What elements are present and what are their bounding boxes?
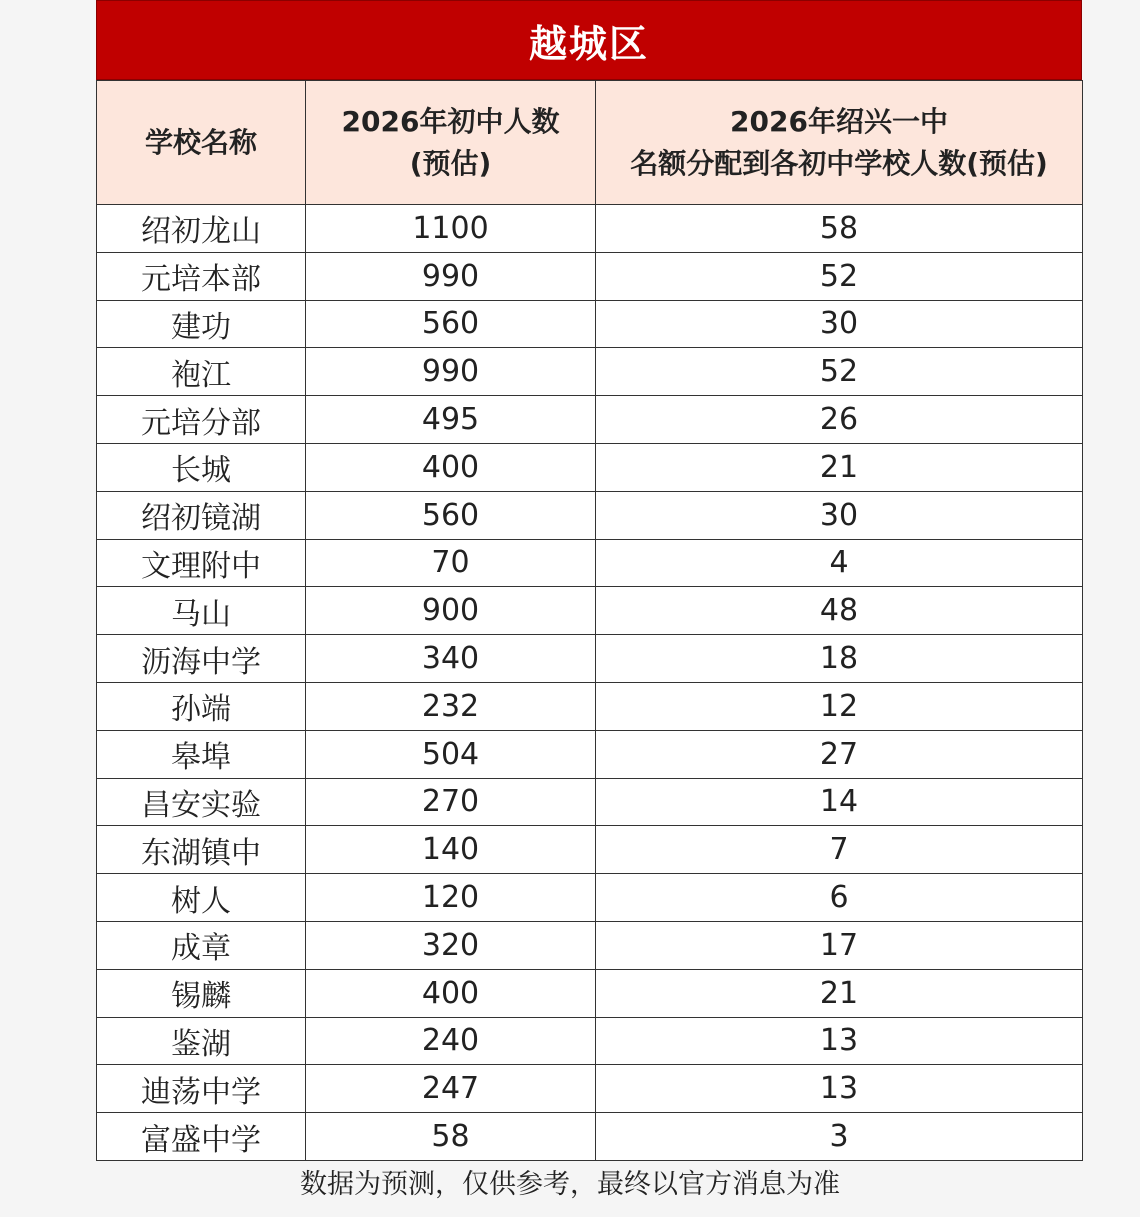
cell-students: 120 [306, 874, 596, 922]
cell-school-name: 元培分部 [97, 396, 306, 444]
table-body [97, 205, 1083, 1161]
quota-table [96, 80, 1083, 1161]
cell-school-name: 孙端 [97, 682, 306, 730]
table-row [97, 1017, 1083, 1065]
table-row [97, 300, 1083, 348]
data-sheet [96, 0, 1082, 1161]
cell-students: 560 [306, 491, 596, 539]
cell-students: 340 [306, 635, 596, 683]
cell-quota: 52 [596, 252, 1083, 300]
header-school-name: 学校名称 [97, 81, 306, 205]
header-quota-line1: 2026年绍兴一中 [730, 104, 948, 138]
table-row [97, 874, 1083, 922]
table-row [97, 205, 1083, 253]
cell-school-name: 马山 [97, 587, 306, 635]
cell-quota: 58 [596, 205, 1083, 253]
cell-school-name: 迪荡中学 [97, 1065, 306, 1113]
cell-quota: 6 [596, 874, 1083, 922]
table-row [97, 1113, 1083, 1161]
cell-school-name: 成章 [97, 921, 306, 969]
cell-quota: 4 [596, 539, 1083, 587]
cell-school-name: 富盛中学 [97, 1113, 306, 1161]
cell-school-name: 鉴湖 [97, 1017, 306, 1065]
table-row [97, 539, 1083, 587]
cell-quota: 30 [596, 300, 1083, 348]
cell-school-name: 东湖镇中 [97, 826, 306, 874]
cell-quota: 30 [596, 491, 1083, 539]
cell-school-name: 绍初镜湖 [97, 491, 306, 539]
cell-quota: 26 [596, 396, 1083, 444]
cell-school-name: 皋埠 [97, 730, 306, 778]
cell-school-name: 文理附中 [97, 539, 306, 587]
cell-students: 232 [306, 682, 596, 730]
cell-school-name: 树人 [97, 874, 306, 922]
cell-school-name: 锡麟 [97, 969, 306, 1017]
cell-students: 400 [306, 969, 596, 1017]
cell-quota: 7 [596, 826, 1083, 874]
header-students-line1: 2026年初中人数 [341, 104, 560, 138]
cell-quota: 21 [596, 443, 1083, 491]
table-row [97, 587, 1083, 635]
table-row [97, 682, 1083, 730]
cell-students: 270 [306, 778, 596, 826]
table-row [97, 491, 1083, 539]
table-row [97, 778, 1083, 826]
cell-students: 504 [306, 730, 596, 778]
cell-quota: 13 [596, 1017, 1083, 1065]
cell-quota: 18 [596, 635, 1083, 683]
table-row [97, 826, 1083, 874]
cell-quota: 3 [596, 1113, 1083, 1161]
page-title: 越城区 [96, 0, 1082, 80]
header-students-line2: (预估) [409, 146, 492, 180]
cell-students: 900 [306, 587, 596, 635]
cell-school-name: 袍江 [97, 348, 306, 396]
cell-students: 1100 [306, 205, 596, 253]
table-row [97, 348, 1083, 396]
cell-students: 320 [306, 921, 596, 969]
table-row [97, 443, 1083, 491]
cell-school-name: 建功 [97, 300, 306, 348]
cell-quota: 21 [596, 969, 1083, 1017]
cell-school-name: 沥海中学 [97, 635, 306, 683]
table-row [97, 969, 1083, 1017]
table-row [97, 252, 1083, 300]
cell-quota: 12 [596, 682, 1083, 730]
cell-students: 990 [306, 252, 596, 300]
table-row [97, 730, 1083, 778]
cell-school-name: 绍初龙山 [97, 205, 306, 253]
table-row [97, 921, 1083, 969]
cell-students: 495 [306, 396, 596, 444]
header-quota-line2: 名额分配到各初中学校人数(预估) [630, 146, 1048, 180]
cell-students: 247 [306, 1065, 596, 1113]
cell-students: 240 [306, 1017, 596, 1065]
cell-students: 400 [306, 443, 596, 491]
header-students [306, 81, 596, 205]
cell-school-name: 元培本部 [97, 252, 306, 300]
cell-quota: 48 [596, 587, 1083, 635]
cell-quota: 17 [596, 921, 1083, 969]
table-row [97, 1065, 1083, 1113]
footer-note: 数据为预测，仅供参考，最终以官方消息为准 [300, 1169, 840, 1200]
cell-school-name: 长城 [97, 443, 306, 491]
cell-quota: 52 [596, 348, 1083, 396]
cell-school-name: 昌安实验 [97, 778, 306, 826]
table-row [97, 635, 1083, 683]
cell-students: 990 [306, 348, 596, 396]
cell-students: 70 [306, 539, 596, 587]
cell-students: 58 [306, 1113, 596, 1161]
cell-quota: 13 [596, 1065, 1083, 1113]
table-header-row [97, 81, 1083, 205]
table-row [97, 396, 1083, 444]
cell-students: 140 [306, 826, 596, 874]
header-quota [596, 81, 1083, 205]
cell-students: 560 [306, 300, 596, 348]
cell-quota: 14 [596, 778, 1083, 826]
cell-quota: 27 [596, 730, 1083, 778]
